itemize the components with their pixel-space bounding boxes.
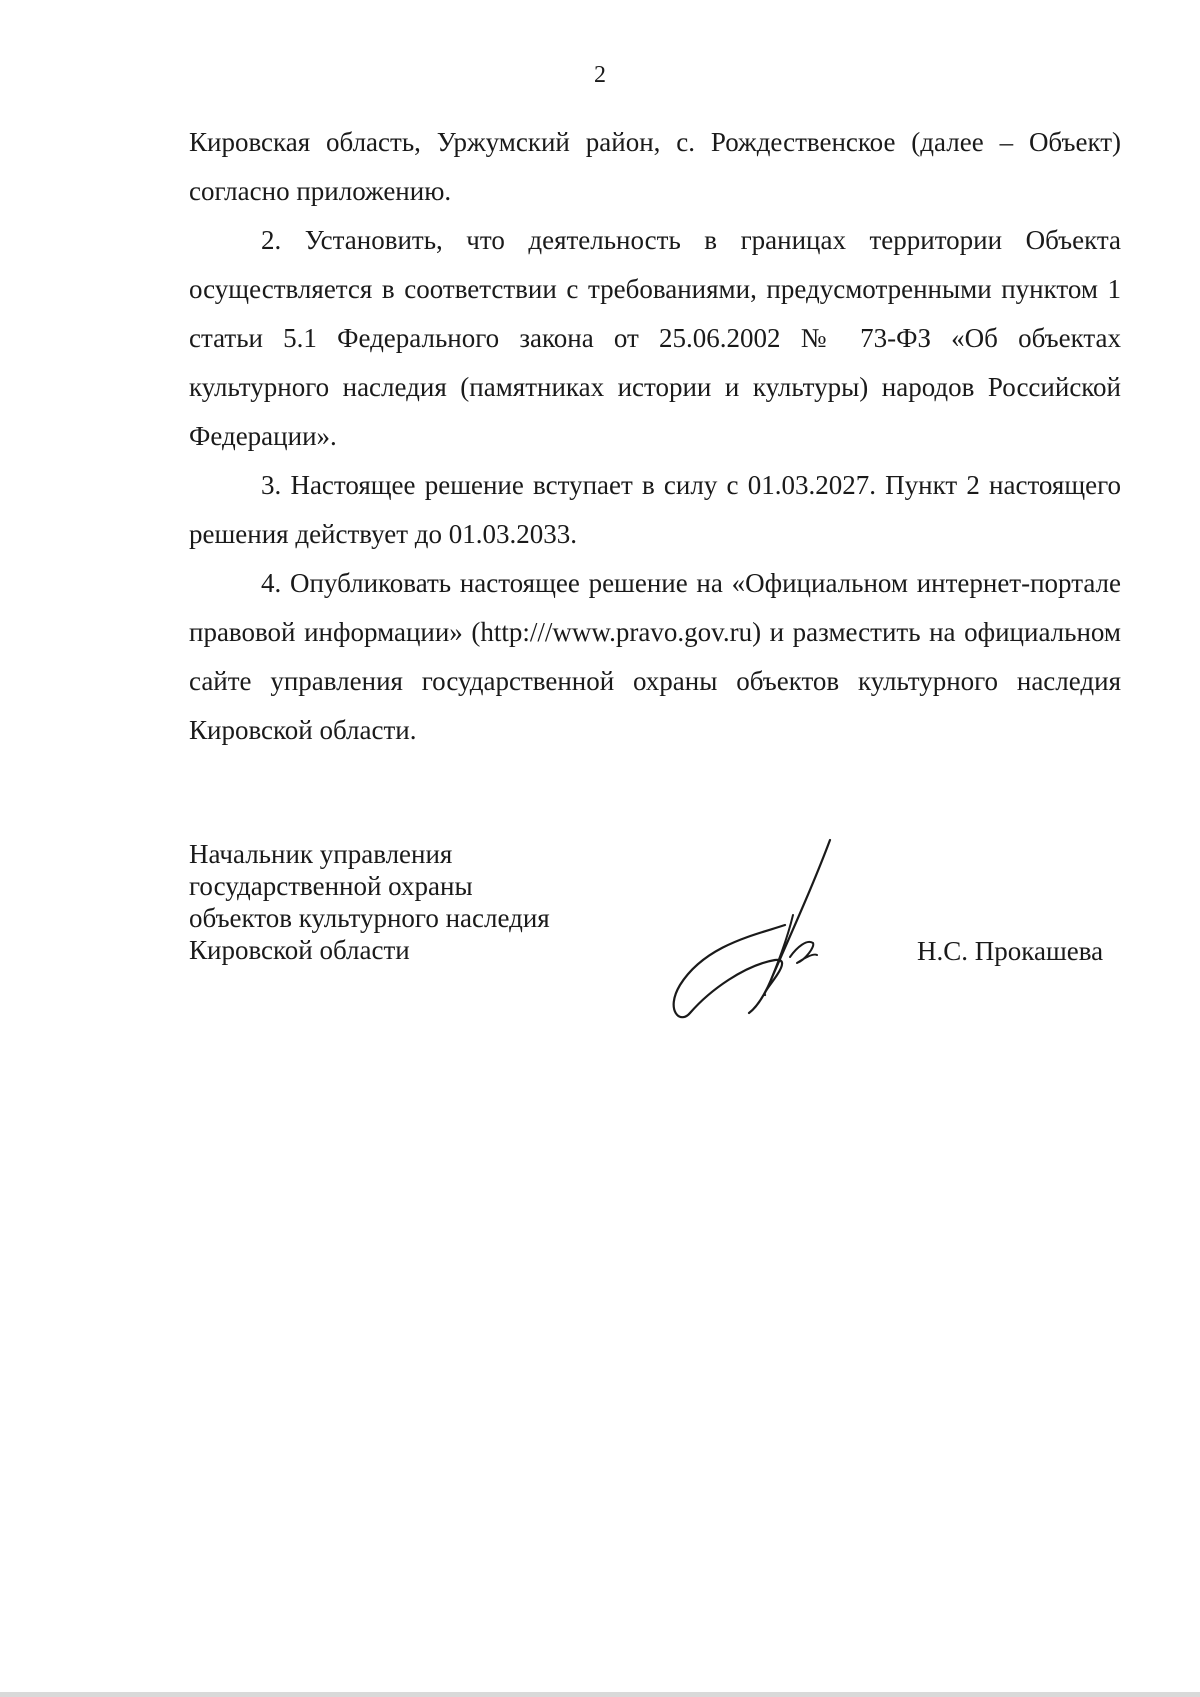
page-number: 2: [594, 62, 606, 88]
paragraph-item-4: 4. Опубликовать настоящее решение на «Официальном интернет-портале правовой информации» (http:///www.pravo.gov.ru) и разместить на официальном сайте управления государственной охраны объектов культурного наследия Кировской области.: [189, 568, 1121, 745]
signatory-position-line: объектов культурного наследия: [189, 903, 550, 933]
signatory-name: Н.С. Прокашева: [917, 936, 1104, 966]
signatory-position: [189, 838, 550, 966]
page-bottom-edge: [0, 1692, 1200, 1697]
signatory-position-line: Кировской области: [189, 935, 410, 965]
paragraph-item-3: 3. Настоящее решение вступает в силу с 01.03.2027. Пункт 2 настоящего решения действует до 01.03.2033.: [189, 470, 1121, 549]
signatory-position-line: Начальник управления: [189, 839, 453, 869]
paragraph-item-2: 2. Установить, что деятельность в границах территории Объекта осуществляется в соответствии с требованиями, предусмотренными пунктом 1 статьи 5.1 Федерального закона от 25.06.2002 № 73-ФЗ «Об объектах культурного наследия (памятниках истории и культуры) народов Российской Федерации».: [189, 225, 1121, 451]
document-body: [189, 118, 1121, 755]
paragraph-continuation: Кировская область, Уржумский район, с. Рождественское (далее – Объект) согласно приложению.: [189, 127, 1121, 206]
signatory-position-line: государственной охраны: [189, 871, 473, 901]
handwritten-signature: [665, 835, 845, 1025]
